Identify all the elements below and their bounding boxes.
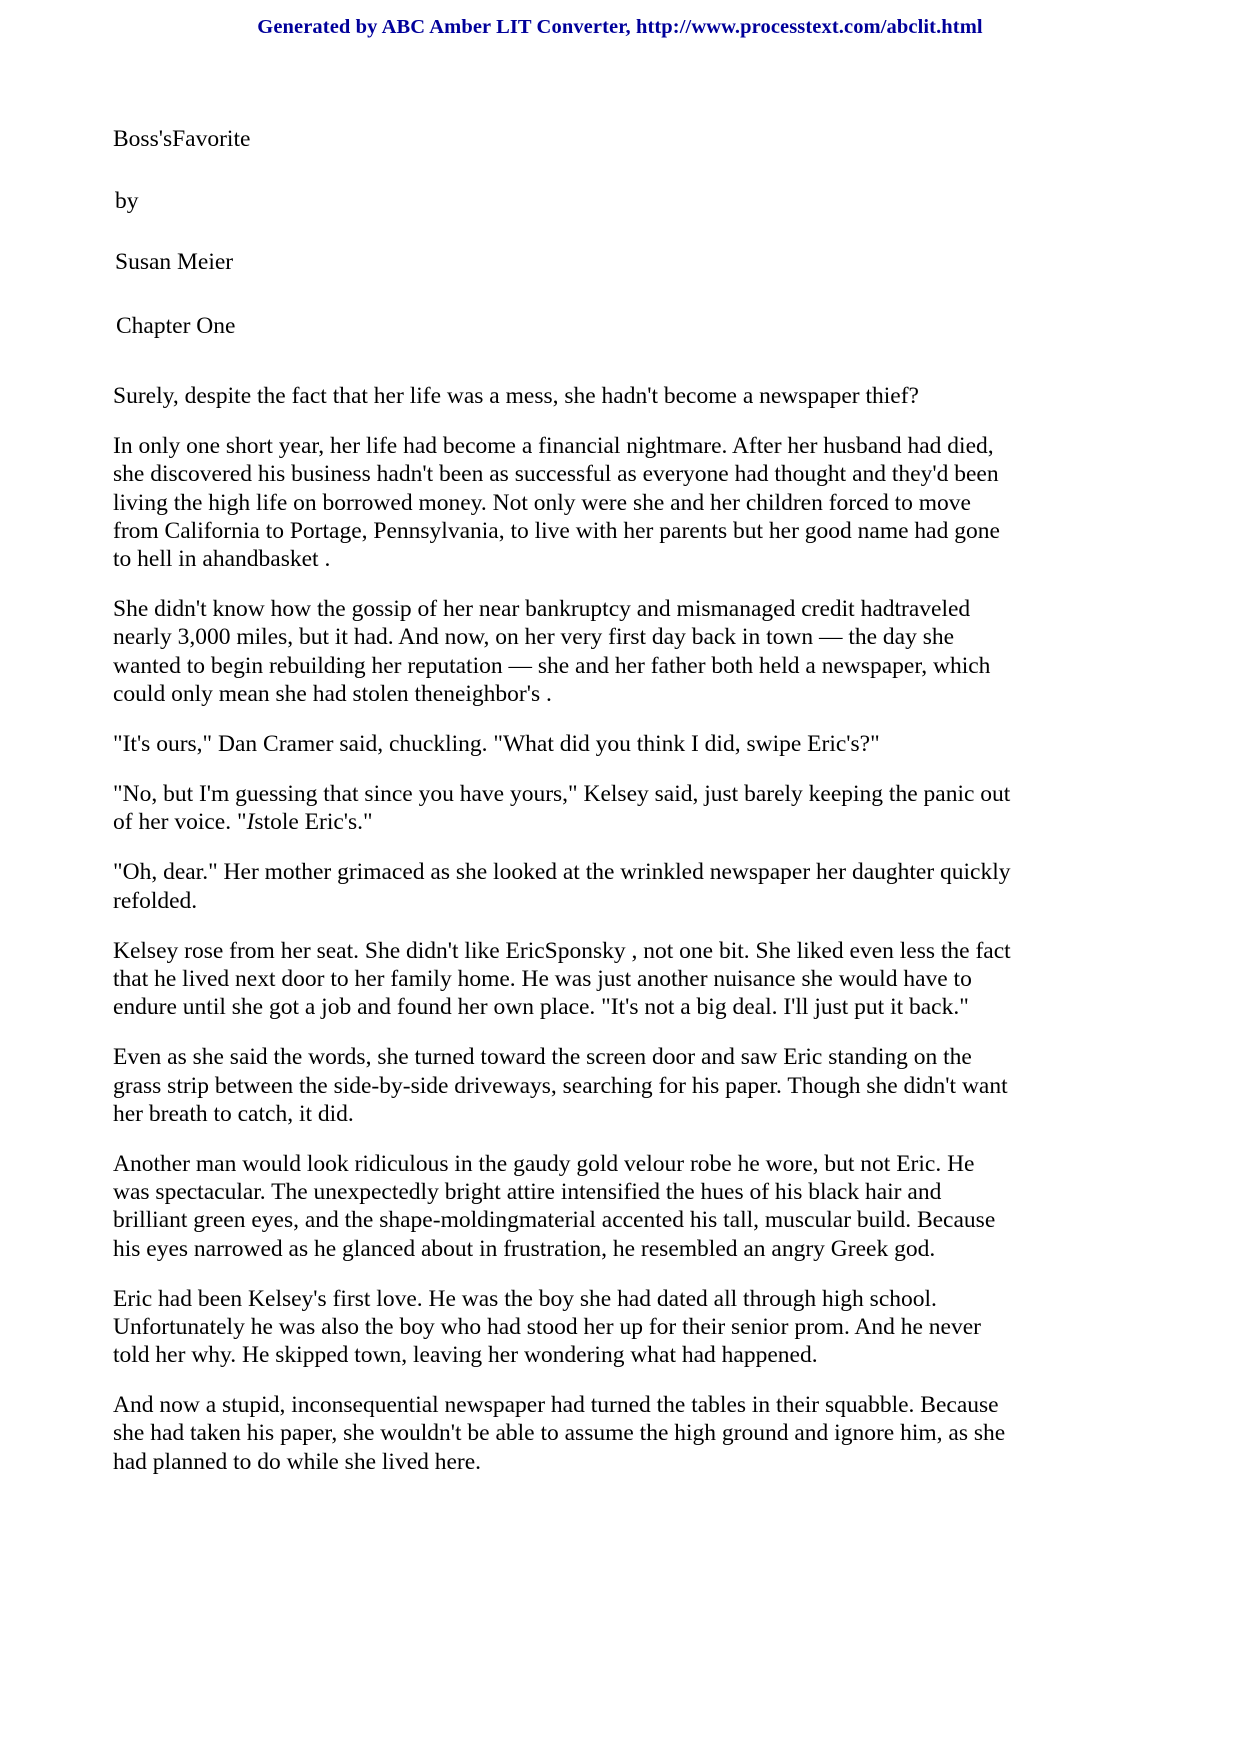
converter-watermark: Generated by ABC Amber LIT Converter, http://www.processtext.com/abclit.html bbox=[257, 16, 983, 38]
body-paragraph: She didn't know how the gossip of her near bankruptcy and mismanaged credit hadtraveled nearly 3,000 miles, but it had. And now, on her very first day back in town — the day she wanted to begin rebuilding her reputation — she and her father both held a newspaper, which could only mean she had stolen theneighbor's . bbox=[113, 596, 991, 707]
body-paragraph: "Oh, dear." Her mother grimaced as she looked at the wrinkled newspaper her daughter quickly refolded. bbox=[113, 859, 1011, 914]
author-name: Susan Meier bbox=[115, 249, 234, 275]
body-paragraph: Another man would look ridiculous in the gaudy gold velour robe he wore, but not Eric. He was spectacular. The unexpectedly bright attire intensified the hues of his black hair and brilliant green eyes, and the shape-moldingmaterial accented his tall, muscular build. Because his eyes narrowed as he glanced about in frustration, he resembled an angry Greek god. bbox=[113, 1150, 996, 1262]
body-paragraph: In only one short year, her life had become a financial nightmare. After her husband had died, she discovered his business hadn't been as successful as everyone had thought and they'd been living the high life on borrowed money. Not only were she and her children forced to move from California to Portage, Pennsylvania, to live with her parents but her good name had gone to hell in ahandbasket . bbox=[113, 433, 1000, 572]
body-paragraph: Even as she said the words, she turned toward the screen door and saw Eric standing on the grass strip between the side-by-side driveways, searching for his paper. Though she didn't want her breath to catch, it did. bbox=[113, 1044, 1008, 1127]
body-paragraph: Eric had been Kelsey's first love. He was the boy she had dated all through high school. Unfortunately he was also the boy who had stood her up for their senior prom. And he never told her why. He skipped town, leaving her wondering what had happened. bbox=[113, 1285, 981, 1369]
body-paragraph: Surely, despite the fact that her life was a mess, she hadn't become a newspaper thief? bbox=[113, 383, 919, 409]
chapter-heading: Chapter One bbox=[116, 312, 236, 339]
document-body bbox=[113, 128, 1015, 1498]
body-paragraph: "No, but I'm guessing that since you have yours," Kelsey said, just barely keeping the panic out of her voice. "Istole Eric's." bbox=[113, 781, 1011, 836]
body-paragraph: "It's ours," Dan Cramer said, chuckling. "What did you think I did, swipe Eric's?" bbox=[113, 730, 880, 757]
body-paragraph: Kelsey rose from her seat. She didn't like EricSponsky , not one bit. She liked even less the fact that he lived next door to her family home. He was just another nuisance she would have to endure until she got a job and found her own place. "It's not a big deal. I'll just put it back." bbox=[113, 937, 1011, 1021]
byline-label: by bbox=[115, 187, 139, 214]
book-title: Boss'sFavorite bbox=[113, 126, 251, 152]
body-paragraph: And now a stupid, inconsequential newspaper had turned the tables in their squabble. Because she had taken his paper, she wouldn't be able to assume the high ground and ignore him, as she had planned to do while she lived here. bbox=[113, 1392, 1006, 1475]
